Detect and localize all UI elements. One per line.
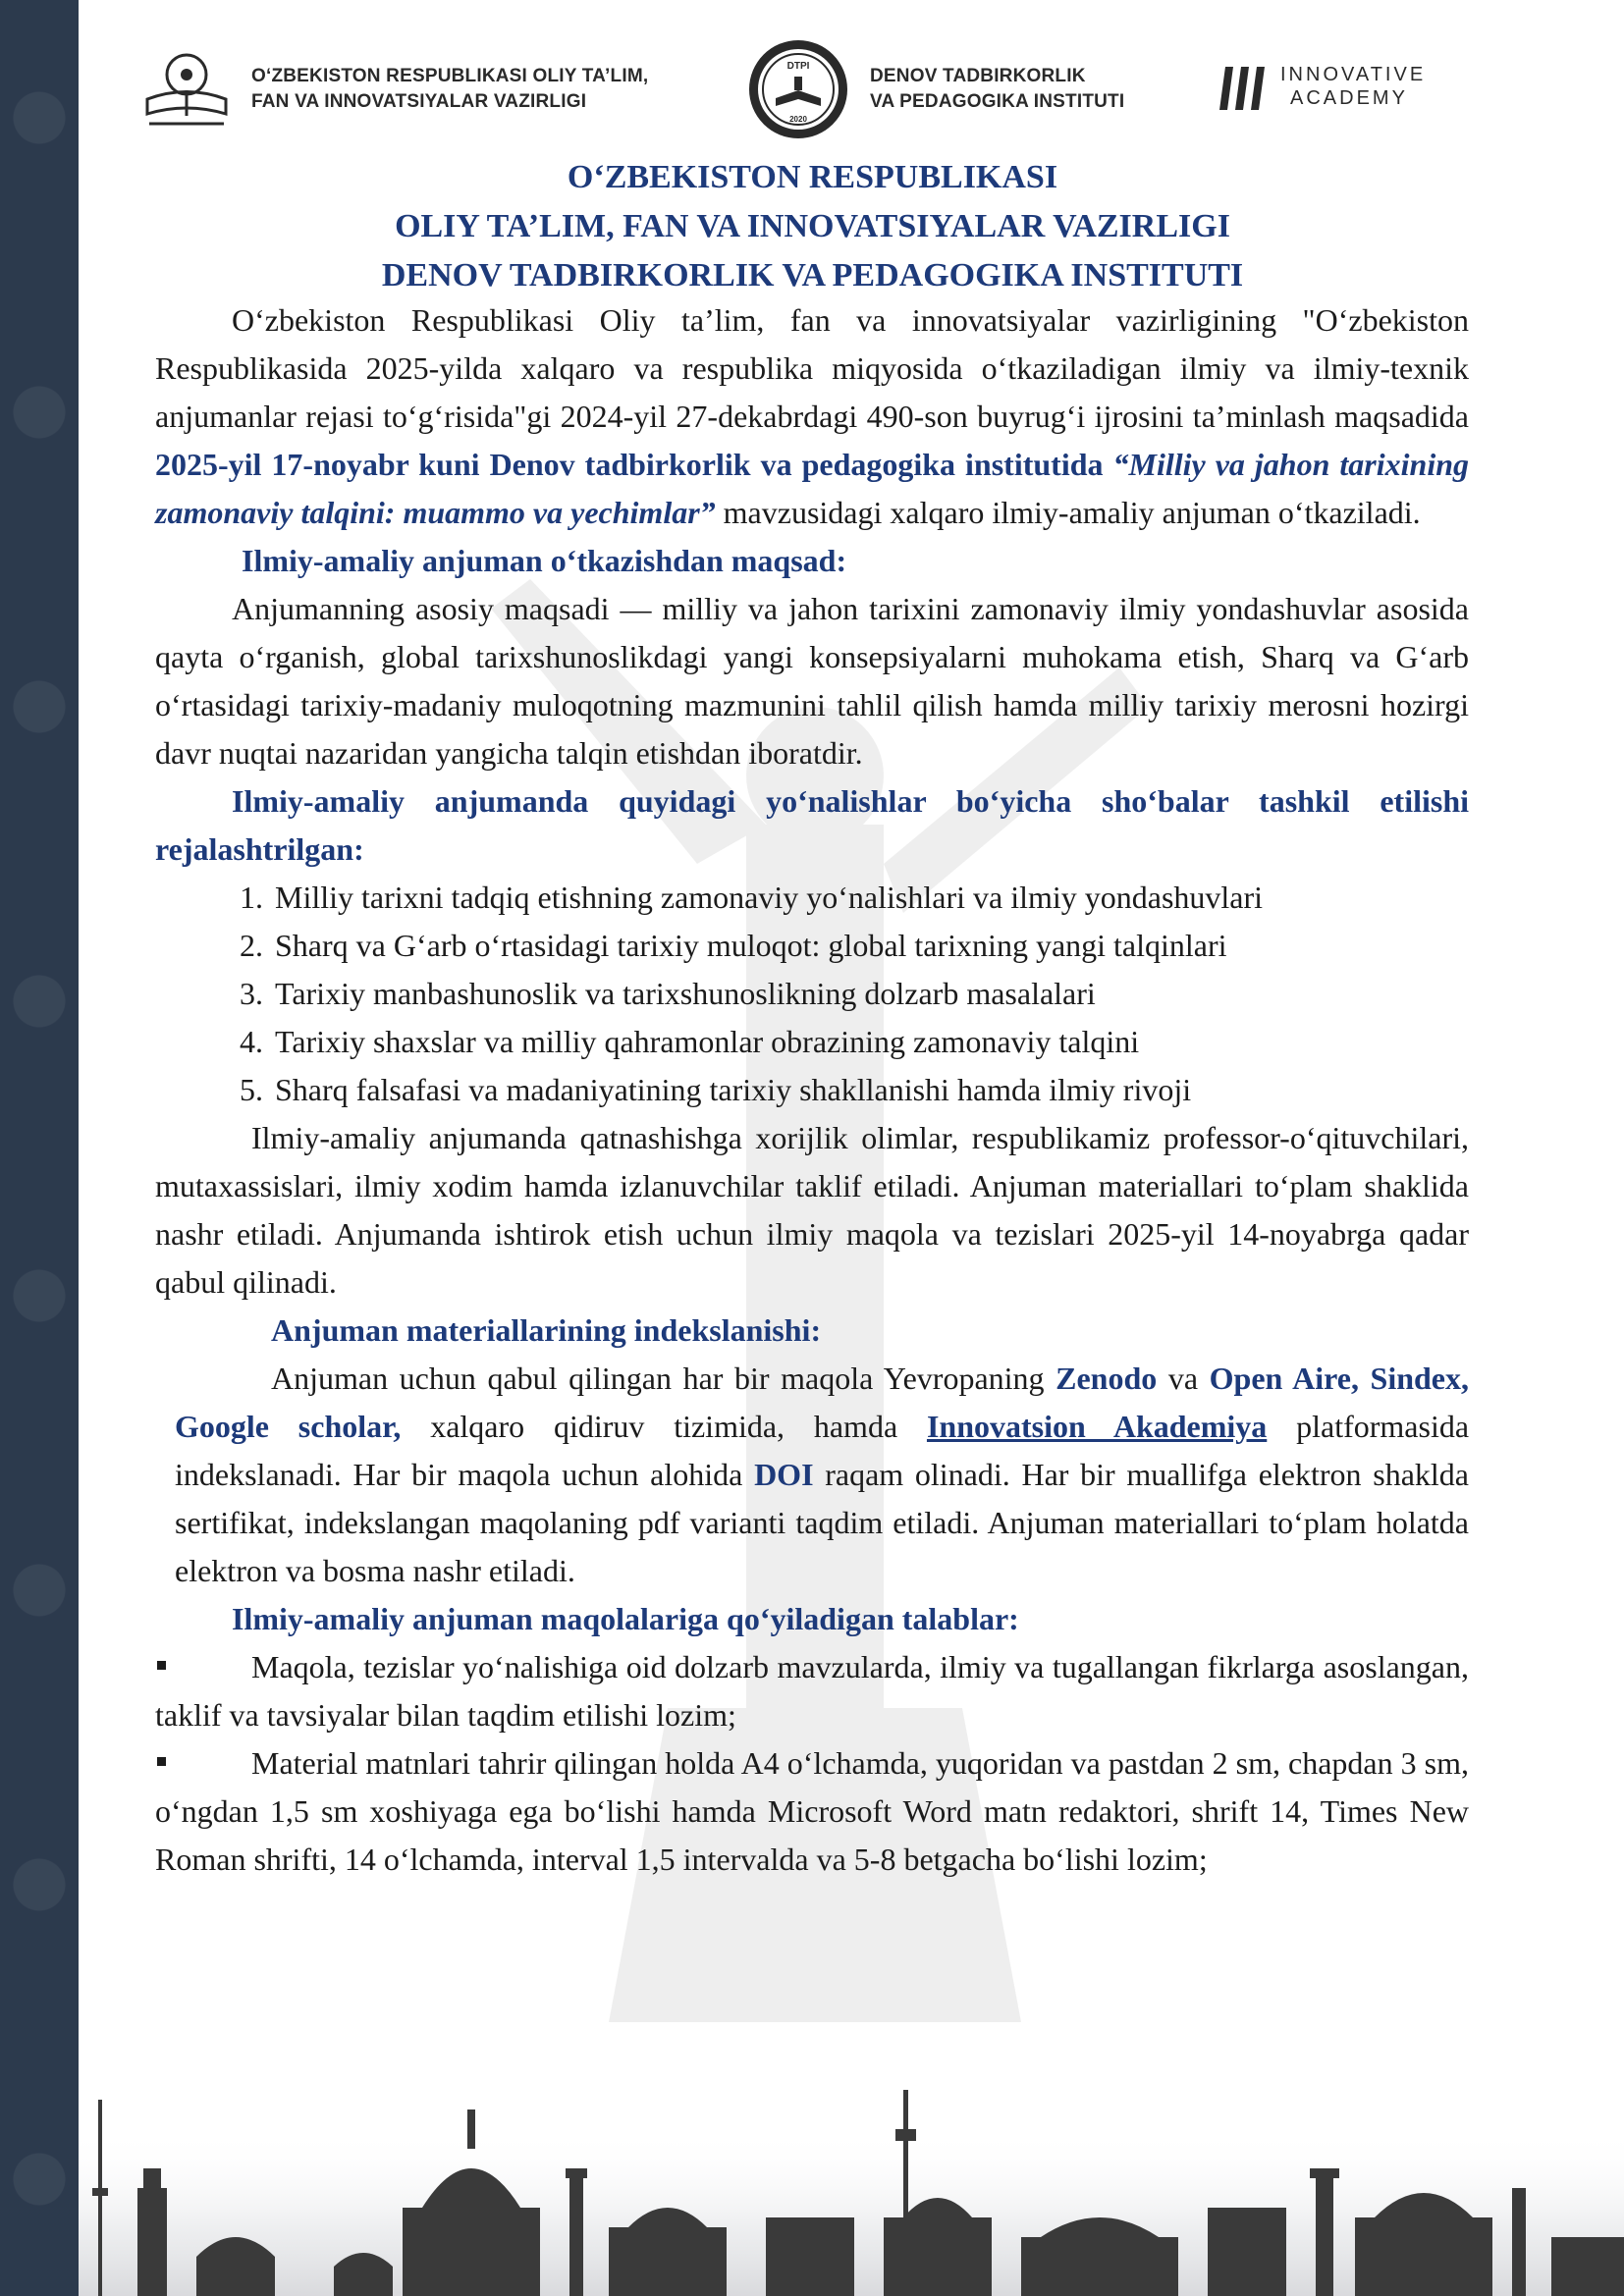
ministry-emblem-icon xyxy=(137,45,236,133)
indexing-text-1: Anjuman uchun qabul qilingan har bir maqola Yevropaning xyxy=(271,1361,1056,1396)
conference-topic: “Milliy va jahon tarixining zamonaviy talqini: muammo va yechimlar” xyxy=(155,447,1470,530)
decorative-side-band xyxy=(0,0,79,2296)
academy-logo-block xyxy=(1218,59,1426,114)
requirement-item xyxy=(155,1643,1469,1739)
intro-date-place: 2025-yil 17-noyabr kuni Denov tadbirkorlik va pedagogika institutida xyxy=(155,447,1113,482)
indexing-text-4: platformasida indekslanadi. Har bir maqola uchun alohida xyxy=(175,1409,1470,1492)
title-line3: DENOV TADBIRKORLIK VA PEDAGOGIKA INSTITUTI xyxy=(381,257,1244,294)
header-logos xyxy=(137,37,1492,145)
list-item: 2. Sharq va G‘arb o‘rtasidagi tarixiy muloqot: global tarixning yangi talqinlari xyxy=(271,922,1469,970)
list-item: 3. Tarixiy manbashunoslik va tarixshunoslikning dolzarb masalalari xyxy=(271,970,1469,1018)
institute-seal-icon xyxy=(746,37,850,141)
academy-name-line1: INNOVATIVE xyxy=(1280,64,1427,85)
indexing-paragraph xyxy=(155,1355,1469,1595)
participation-paragraph: Ilmiy-amaliy anjumanda qatnashishga xorijlik olimlar, respublikamiz professor-o‘qituvchilari, mutaxassislari, ilmiy xodim hamda izlanuvchilar taklif etiladi. Anjuman materiallari to‘plam shaklida nashr etiladi. Anjumanda ishtirok etish uchun ilmiy maqola va tezislari 2025-yil 14-noyabrga qadar qabul qilinadi. xyxy=(155,1120,1469,1300)
institute-name-line1: DENOV TADBIRKORLIK xyxy=(870,66,1086,86)
ministry-name-line2: FAN VA INNOVATSIYALAR VAZIRLIGI xyxy=(251,91,587,112)
requirement-text: Material matnlari tahrir qilingan holda A4 o‘lchamda, yuqoridan va pastdan 2 sm, chapdan 3 sm, o‘ngdan 1,5 sm xoshiyaga ega bo‘lishi hamda Microsoft Word matn redaktori, shrift 14, Times New Roman shrifti, 14 o‘lchamda, interval 1,5 intervalda va 5-8 betgacha bo‘lishi lozim; xyxy=(155,1745,1469,1877)
list-item: 4. Tarixiy shaxslar va milliy qahramonlar obrazining zamonaviy talqini xyxy=(271,1018,1469,1066)
requirements-heading: Ilmiy-amaliy anjuman maqolalariga qo‘yiladigan talablar: xyxy=(232,1601,1019,1636)
intro-text-1: O‘zbekiston Respublikasi Oliy ta’lim, fan va innovatsiyalar vazirligining "O‘zbekiston Respublikasida 2025-yilda xalqaro va respublika miqyosida o‘tkaziladigan ilmiy va ilmiy-texnik anjumanlar rejasi to‘g‘risida"gi 2024-yil 27-dekabrdagi 490-son buyrug‘i ijrosini ta’minlash maqsadida xyxy=(155,302,1469,434)
sections-heading: Ilmiy-amaliy anjumanda quyidagi yo‘nalishlar bo‘yicha sho‘balar tashkil etilishi rejalashtrilgan: xyxy=(155,783,1469,867)
intro-text-2: mavzusidagi xalqaro ilmiy-amaliy anjuman o‘tkaziladi. xyxy=(715,495,1421,530)
intro-paragraph xyxy=(155,296,1469,537)
requirement-text: Maqola, tezislar yo‘nalishiga oid dolzarb mavzularda, ilmiy va tugallangan fikrlarga asoslangan, taklif va tavsiyalar bilan taqdim etilishi lozim; xyxy=(155,1649,1469,1733)
zenodo-label: Zenodo xyxy=(1056,1361,1158,1396)
institute-name-line2: VA PEDAGOGIKA INSTITUTI xyxy=(870,91,1125,112)
goal-heading: Ilmiy-amaliy anjuman o‘tkazishdan maqsad: xyxy=(242,543,847,578)
announcement-body xyxy=(155,296,1469,1884)
search-systems-label: Open Aire, Sindex, Google scholar, xyxy=(175,1361,1470,1444)
bullet-icon xyxy=(157,1757,166,1766)
city-skyline-illustration xyxy=(79,2070,1624,2296)
seal-abbrev: DTPI xyxy=(786,61,810,72)
indexing-text-3: xalqaro qidiruv tizimida, hamda xyxy=(401,1409,927,1444)
indexing-text-2: va xyxy=(1157,1361,1210,1396)
list-item: 5. Sharq falsafasi va madaniyatining tarixiy shakllanishi hamda ilmiy rivoji xyxy=(271,1066,1469,1114)
seal-year: 2020 xyxy=(789,115,807,124)
title-line2: OLIY TA’LIM, FAN VA INNOVATSIYALAR VAZIRLIGI xyxy=(395,208,1230,244)
sections-list xyxy=(155,874,1469,1114)
goal-paragraph: Anjumanning asosiy maqsadi — milliy va jahon tarixini zamonaviy ilmiy yondashuvlar asosida qayta o‘rganish, global tarixshunoslikdagi yangi konsepsiyalarni muhokama etish, Sharq va G‘arb o‘rtasidagi tarixiy-madaniy muloqotning mazmunini tahlil qilish hamda milliy tarixiy merosni hozirgi davr nuqtai nazaridan yangicha talqin etishdan iboratdir. xyxy=(155,591,1469,771)
title-line1: O‘ZBEKISTON RESPUBLIKASI xyxy=(567,159,1058,195)
indexing-heading: Anjuman materiallarining indekslanishi: xyxy=(271,1312,822,1348)
requirement-item xyxy=(155,1739,1469,1884)
document-title xyxy=(157,153,1468,300)
list-item: 1. Milliy tarixni tadqiq etishning zamonaviy yo‘nalishlari va ilmiy yondashuvlari xyxy=(271,874,1469,922)
institute-logo-block xyxy=(746,37,1124,141)
ministry-name-line1: O‘ZBEKISTON RESPUBLIKASI OLIY TA’LIM, xyxy=(251,66,649,86)
innovatsion-akademiya-link[interactable]: Innovatsion Akademiya xyxy=(926,1409,1268,1444)
academy-logo-icon xyxy=(1218,59,1267,114)
academy-name-line2: ACADEMY xyxy=(1290,87,1408,109)
indexing-text-5: raqam olinadi. Har bir muallifga elektron shaklda sertifikat, indekslangan maqolaning pdf varianti taqdim etiladi. Anjuman materiallari to‘plam holatda elektron va bosma nashr etiladi. xyxy=(175,1457,1470,1588)
doi-label: DOI xyxy=(754,1457,814,1492)
bullet-icon xyxy=(157,1661,166,1670)
ministry-logo-block xyxy=(137,45,648,133)
